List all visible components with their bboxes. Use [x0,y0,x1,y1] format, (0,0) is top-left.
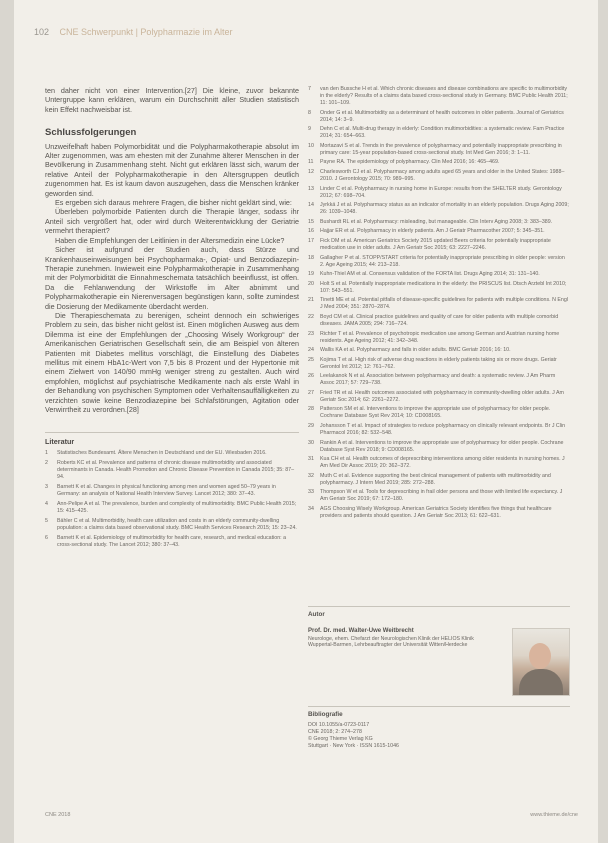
reference-item: 12 Charlesworth CJ et al. Polypharmacy among adults aged 65 years and older in the United States: 1988–2010. J Gerontology 2015; 70: 989–995. [308,168,565,182]
author-name: Prof. Dr. med. Walter-Uwe Weitbrecht [308,628,414,634]
literature-heading: Literatur [45,432,299,446]
reference-item: 7 van den Bussche H et al. Which chronic diseases and disease combinations are specific to multimorbidity in the elderly? Results of a claims data based cross-sectional study in Germany. BMC Public Health 2011; 11: 101–109. [308,86,568,106]
footer-left: CNE 2018 [45,812,71,818]
reference-item: 28 Patterson SM et al. Interventions to improve the appropriate use of polypharmacy for older people. Cochrane Database Syst Rev 2014; 10: CD008165. [308,406,551,420]
reference-item: 13 Linder C et al. Polypharmacy in nursing home in Europe: results from the SHELTER study. Gerontology 2012; 67: 698–704. [308,185,562,199]
reference-item: 8 Onder G et al. Multimorbidity as a determinant of health outcomes in older patients. Journal of Geriatrics 2014; 14: 3–9. [308,109,564,123]
reference-item: 20 Holt S et al. Potentially inappropriate medications in the elderly: the PRISCUS list. Dtsch Arztebl Int 2010; 107: 543–551. [308,280,567,294]
reference-item: 3 Barnett K et al. Changes in physical functioning among men and women aged 50–79 years in Germany: an analysis of National Health Interview Survey. Lancet 2012; 380: 37–43. [45,483,276,497]
biblio-line: DOI 10.1055/a-0723-0117 [308,722,370,728]
reference-item: 29 Johansson T et al. Impact of strategies to reduce polypharmacy on clinically relevant endpoints. Br J Clin Pharmacol 2016; 82: 532–548. [308,423,566,437]
body-paragraph: Sicher ist aufgrund der Studien auch, dass Stürze und Krankenhauseinweisungen bei Psychopharmaka-, Opiat- und Benzodiazepin-Therapie zunehmen. Inwieweit eine Polypharmakotherapie in Zusammenhang mit der Polymorbidität die Einnahmeschemata tatsächlich beeinflusst, ist offen. Da die Fehlanwendung der Wirkstoffe im Alter abnimmt und Polypharmakotherapie ein Nierenversagen begünstigen kann, sollte zumindest die Dosierung der Medikamente überdacht werden. [45,245,299,311]
reference-item: 23 Richter T et al. Prevalence of psychotropic medication use among German and Austrian nursing home residents. Age Ageing 2012; 41: 342–348. [308,330,560,344]
reference-item: 30 Rankin A et al. Interventions to improve the appropriate use of polypharmacy for older people. Cochrane Database Syst Rev 2018; 9: CD008165. [308,439,564,453]
reference-item: 25 Kojima T et al. High risk of adverse drug reactions in elderly patients taking six or more drugs. Geriatr Gerontol Int 2012; 12: 761–762. [308,356,557,370]
reference-item: 24 Wallis KA et al. Polypharmacy and falls in older adults. BMC Geriatr 2016; 16: 10. [308,347,511,354]
body-paragraph: Es ergeben sich daraus mehrere Fragen, die bisher nicht geklärt sind, wie: [55,198,292,208]
author-face [529,643,551,669]
author-box [308,606,570,648]
reference-item: 22 Boyd CM et al. Clinical practice guidelines and quality of care for older patients with multiple comorbid diseases. JAMA 2005; 294: 716–724. [308,313,559,327]
biblio-line: CNE 2018; 2: 274–278 [308,729,362,735]
biblio-line: Stuttgart · New York · ISSN 1615-1046 [308,743,399,749]
author-box-title: Autor [308,606,570,618]
biblio-line: © Georg Thieme Verlag KG [308,736,373,742]
reference-item: 21 Tinetti ME et al. Potential pitfalls of disease-specific guidelines for patients with multiple conditions. N Engl J Med 2004; 351: 2870–2874. [308,297,568,311]
body-paragraph: Überleben polymorbide Patienten durch die Therapie länger, sodass ihr Anteil sich vergrößert hat, oder wird durch Weiterentwicklung der Geriatrie vermehrt therapiert? [45,207,299,236]
bibliography-box [308,706,570,750]
reference-item: 32 Muth C et al. Evidence supporting the best clinical management of patients with multimorbidity and polypharmacy. J Intern Med 2019; 285: 272–288. [308,472,551,486]
author-shoulders [519,669,563,695]
running-title: CNE Schwerpunkt | Polypharmazie im Alter [59,27,233,37]
intro-paragraph: ten daher nicht von einer Intervention.[27] Die kleine, zuvor bekannte Untergruppe kann erklären, warum ein Durchschnitt aller Studien statistisch kein Effekt nachweisbar ist. [45,86,299,114]
left-column [45,86,299,552]
reference-item: 18 Gallagher P et al. STOPP/START criteria for potentially inappropriate prescribing in older people: version 2. Age Ageing 2015; 44: 213–218. [308,254,565,268]
author-affiliation: Neurologe, ehem. Chefarzt der Neurologischen Klinik der HELIOS Klinik Wuppertal-Barmen, Lehrbeauftragter der Universität Witten/Herdecke [308,636,474,648]
reference-item: 9 Dehn C et al. Multi-drug therapy in elderly: Condition multimorbidities: a systematic review. Fam Practice 2014; 31: 654–663. [308,126,565,140]
reference-item: 4 Ann-Pelipe A et al. The prevalence, burden and complexity of multimorbidity. BMC Public Health 2015; 15: 415–425. [45,500,297,514]
reference-item: 19 Kuhn-Thiel AM et al. Consensus validation of the FORTA list. Drugs Aging 2014; 31: 131–140. [308,271,540,278]
footer-right: www.thieme.de/cne [530,812,578,818]
body-paragraph: Die Therapieschemata zu berenigen, scheint dennoch ein schwieriges Problem zu sein, das bisher nicht gelöst ist. Einen möglichen Ausweg aus dem Dilemma ist eine der Empfehlungen der „Choosing Wisely Workgroup“ der Amerikanischen Geriatrischen Gesellschaft sein, die am Beispiel von älteren Patienten mit Diabetes mellitus vorschlägt, die Einstellung des Diabetes mellitus mit einem HbA1c-Wert von 7,5 bis 8 Prozent und der Hypertonie mit einem Zielwert von 140/90 mmHg weniger streng zu gestalten. Auch wird empfohlen, möglichst auf psychiatrische Medikamente nach als erste Wahl in der Behandlung von psychischen Symptomen oder Verhaltensauffälligkeiten zu verzichten sowie keine Benzodiazepine bei Schlafstörungen, Agitation oder Verwirrtheit zu verordnen.[28] [45,310,299,414]
author-photo [512,628,570,696]
reference-item: 11 Payne RA. The epidemiology of polypharmacy. Clin Med 2016; 16: 465–469. [308,159,500,166]
reference-item: 6 Barnett K et al. Epidemiology of multimorbidity for health care, research, and medical education: a cross-sectional study. The Lancet 2012; 380: 37–43. [45,534,287,548]
reference-item: 10 Mortazavi S et al. Trends in the prevalence of polypharmacy and potentially inappropriate prescribing in primary care: 15-year population-based cross-sectional study. Int Med Gen 2016; 3: 1–11. [308,142,562,156]
reference-item: 14 Jyrkkä J et al. Polypharmacy status as an indicator of mortality in an elderly population. Drugs Aging 2009; 26: 1039–1048. [308,202,569,216]
reference-item: 1 Statistisches Bundesamt. Ältere Menschen in Deutschland und der EU. Wiesbaden 2016. [45,449,267,456]
reference-item: 15 Bushardt RL et al. Polypharmacy: misleading, but manageable. Clin Interv Aging 2008; 3: 383–389. [308,218,553,225]
reference-item: 5 Bähler C et al. Multimorbidity, health care utilization and costs in an elderly community-dwelling population: a claims data based observational study. BMC Health Services Research 2015; 15: 23–24. [45,517,297,531]
right-column [308,86,570,523]
reference-item: 26 Leelakanok N et al. Association between polypharmacy and death: a systematic review. J Am Pharm Assoc 2017; 57: 729–738. [308,373,556,387]
body-paragraph: Unzweifelhaft haben Polymorbidität und die Polypharmakotherapie absolut im Alter zugenommen, was am ehesten mit der Zunahme älterer Menschen in der Bevölkerung in Zusammenhang steht. Nicht gut erklären lässt sich, warum der relative Anteil der Polypharmakotherapie in den Altersgruppen deutlich zugenommen hat. Es ist kaum davon auszugehen, dass die Menschen kränker geworden sind. [45,141,299,198]
bibliography-title: Bibliografie [308,706,570,718]
body-paragraph: Haben die Empfehlungen der Leitlinien in der Altersmedizin eine Lücke? [55,235,285,245]
reference-item: 17 Fick DM et al. American Geriatrics Society 2015 updated Beers criteria for potentially inappropriate medication use in older adults. J Am Geriatr Soc 2015; 63: 2227–2246. [308,237,551,251]
reference-item: 2 Roberts KC et al. Prevalence and patterns of chronic disease multimorbidity and associated determinants in Canada. Health Promotion and Chronic Disease Prevention in Canada 2015; 35: 87–94. [45,459,295,480]
page-number: 102 [34,27,50,37]
reference-item: 33 Thompson W et al. Tools for deprescribing in frail older persons and those with limited life expectancy. J Am Geriatr Soc 2019; 67: 172–180. [308,489,563,503]
reference-item: 16 Hajjar ER et al. Polypharmacy in elderly patients. Am J Geriatr Pharmacother 2007; 5: 345–351. [308,228,545,235]
reference-item: 27 Fried TR et al. Health outcomes associated with polypharmacy in community-dwelling older adults. J Am Geriatr Soc 2014; 62: 2261–2272. [308,389,564,403]
running-header [34,27,232,37]
reference-list [45,450,299,549]
reference-list-continued [308,86,570,520]
section-heading: Schlussfolgerungen [45,127,137,139]
reference-item: 34 AGS Choosing Wisely Workgroup. American Geriatrics Society identifies five things that healthcare providers and patients should question. J Am Geriatr Soc 2013; 61: 622–631. [308,506,552,520]
reference-item: 31 Kua CH et al. Health outcomes of deprescribing interventions among older residents in nursing homes. J Am Med Dir Assoc 2019; 20: 362–372. [308,456,565,470]
